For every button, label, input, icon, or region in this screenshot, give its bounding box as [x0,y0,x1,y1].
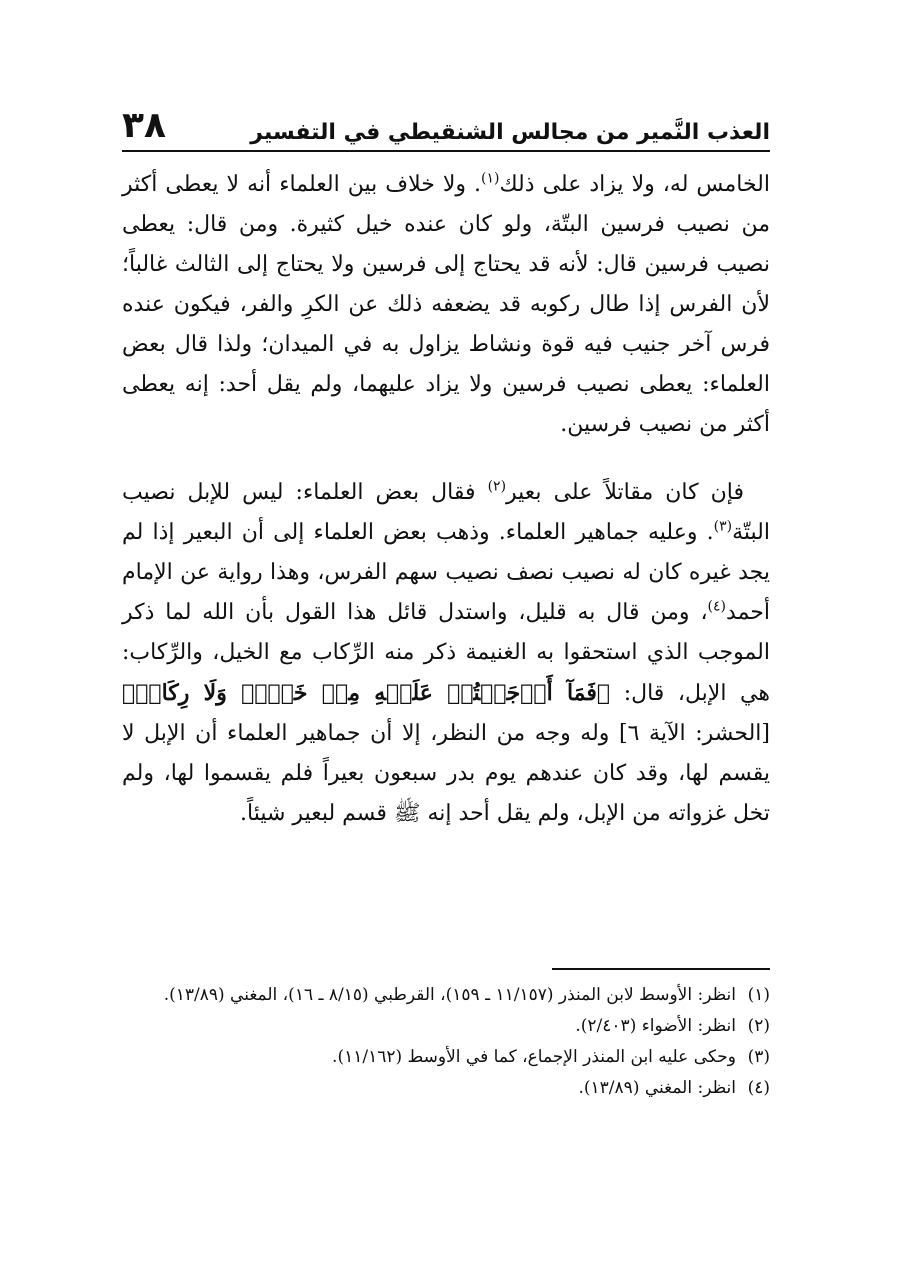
page-number: ٣٨ [122,105,166,146]
footnote-reference: (٢) [487,478,507,495]
footnote-text: انظر: الأوسط لابن المنذر (١١/١٥٧ ـ ١٥٩)، القرطبي (٨/١٥ ـ ١٦)، المغني (١٣/٨٩). [163,985,736,1005]
footnote [122,1073,770,1104]
footnote-text: انظر: المغني (١٣/٨٩). [578,1078,736,1098]
footnote-number: (٣) [747,1047,770,1067]
footnote-number: (٤) [747,1078,770,1098]
running-title: العذب النَّمير من مجالس الشنقيطي في التفسير [250,120,770,145]
footnote-number: (١) [747,985,770,1005]
footnote-text: وحكى عليه ابن المنذر الإجماع، كما في الأوسط (١١/١٦٢). [332,1047,736,1067]
footnote-text: انظر: الأضواء (٢/٤٠٣). [575,1016,736,1036]
footnote [122,1042,770,1073]
footnotes [122,968,770,1104]
paragraph-text: فإن كان مقاتلاً على بعير [506,480,744,505]
footnote-reference: (١) [481,170,500,187]
body-text [122,165,770,834]
paragraph-text: الخامس له، ولا يزاد على ذلك [499,172,770,197]
paragraph-text: فقال بعض العلماء: ليس للإبل نصيب البتّة [122,480,770,545]
footnote-reference: (٣) [713,518,733,535]
footnote-reference: (٤) [707,598,727,615]
quran-quotation: ﴿فَمَآ أَوۡجَفۡتُمۡ عَلَيۡهِ مِنۡ خَيۡلٖ وَلَا رِكَابٖ﴾ [122,680,611,706]
paragraph [122,165,770,445]
running-header [122,102,770,152]
footnote [122,1011,770,1042]
paragraph-text: [الحشر: الآية ٦] وله وجه من النظر، إلا أن جماهير العلماء أن الإبل لا يقسم لها، وقد كان عندهم يوم بدر سبعون بعيراً فلم يقسموا لها، ولم تخل غزواته من الإبل، ولم يقل أحد إنه ﷺ قسم لبعير شيئاً. [122,721,770,826]
paragraph-text: ، ومن قال به قليل، واستدل قائل هذا القول بأن الله لما ذكر الموجب الذي استحقوا به الغنيمة ذكر منه الرِّكاب مع الخيل، والرِّكاب: هي الإبل، قال: [122,600,770,706]
footnote [122,980,770,1011]
paragraph-text: . ولا خلاف بين العلماء أنه لا يعطى أكثر من نصيب فرسين البتّة، ولو كان عنده خيل كثيرة. ومن قال: يعطى نصيب فرسين قال: لأنه قد يحتاج إلى فرسين ولا يحتاج إلى الثالث غالباً؛ لأن الفرس إذا طال ركوبه قد يضعفه ذلك عن الكرِ والفر، فيكون عنده فرس آخر جنيب فيه قوة ونشاط يزاول به في الميدان؛ ولذا قال بعض العلماء: يعطى نصيب فرسين ولا يزاد عليهما، ولم يقل أحد: إنه يعطى أكثر من نصيب فرسين. [122,172,770,437]
footnote-separator [552,968,770,970]
footnote-number: (٢) [747,1016,770,1036]
paragraph-text: . وعليه جماهير العلماء. وذهب بعض العلماء إلى أن البعير إذا لم يجد غيره كان له نصيب نصف نصيب سهم الفرس، وهذا رواية عن الإمام أحمد [122,520,770,625]
paragraph [122,473,770,834]
